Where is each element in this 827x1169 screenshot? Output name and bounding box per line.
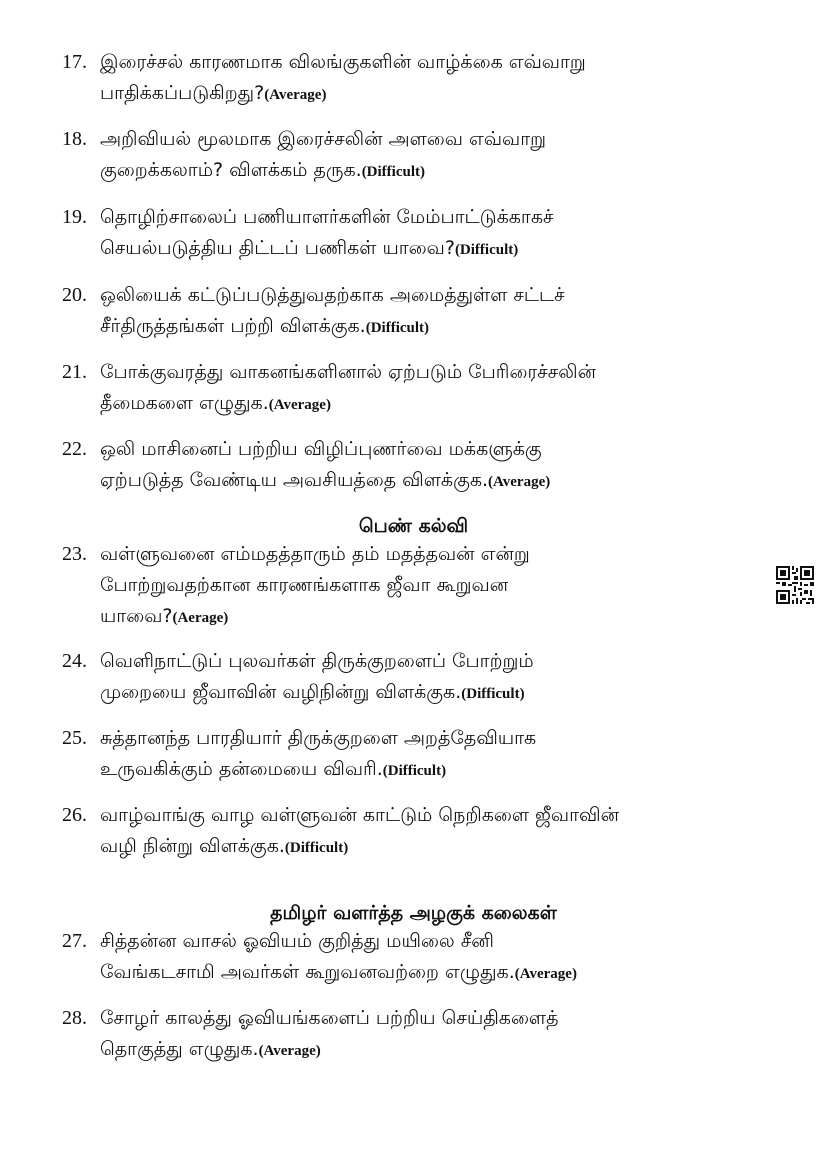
question-number: 18. bbox=[62, 128, 87, 150]
question-18 bbox=[62, 124, 767, 188]
question-number: 26. bbox=[62, 804, 87, 826]
question-28 bbox=[62, 1003, 767, 1067]
question-text-line: தீமைகளை எழுதுக.(Average) bbox=[100, 392, 331, 414]
question-24 bbox=[62, 646, 767, 710]
question-21 bbox=[62, 357, 767, 421]
difficulty-tag: (Difficult) bbox=[454, 242, 519, 258]
question-text-line: செயல்படுத்திய திட்டப் பணிகள் யாவை?(Difficult) bbox=[100, 237, 519, 259]
question-text-line: ஏற்படுத்த வேண்டிய அவசியத்தை விளக்குக.(Average) bbox=[100, 469, 551, 491]
question-20 bbox=[62, 280, 767, 344]
difficulty-tag: (Average) bbox=[264, 87, 327, 103]
difficulty-tag: (Aerage) bbox=[172, 610, 229, 626]
question-27 bbox=[62, 926, 767, 990]
question-17 bbox=[62, 47, 767, 111]
difficulty-tag: (Difficult) bbox=[461, 686, 525, 702]
question-text-line: வாழ்வாங்கு வாழ வள்ளுவன் காட்டும் நெறிகளை ஜீவாவின் bbox=[100, 804, 620, 826]
difficulty-tag: (Average) bbox=[258, 1043, 321, 1059]
question-number: 23. bbox=[62, 543, 87, 565]
question-25 bbox=[62, 723, 767, 787]
question-text-line: ஒலியைக் கட்டுப்படுத்துவதற்காக அமைத்துள்ள சட்டச் bbox=[100, 284, 565, 306]
question-number: 19. bbox=[62, 206, 87, 228]
section-heading: தமிழர் வளர்த்த அழகுக் கலைகள் bbox=[270, 902, 557, 924]
question-text-line: ஒலி மாசினைப் பற்றிய விழிப்புணர்வை மக்களுக்கு bbox=[100, 438, 542, 460]
question-text-line: முறையை ஜீவாவின் வழிநின்று விளக்குக.(Difficult) bbox=[100, 681, 525, 703]
question-number: 21. bbox=[62, 361, 87, 383]
question-26 bbox=[62, 800, 767, 864]
question-22 bbox=[62, 434, 767, 498]
difficulty-tag: (Difficult) bbox=[361, 164, 425, 180]
question-text-line: வெளிநாட்டுப் புலவர்கள் திருக்குறளைப் போற்றும் bbox=[100, 650, 534, 672]
difficulty-tag: (Difficult) bbox=[284, 840, 349, 856]
question-number: 22. bbox=[62, 438, 87, 460]
question-text-line: சுத்தானந்த பாரதியார் திருக்குறளை அறத்தேவியாக bbox=[100, 727, 537, 749]
question-text-line: யாவை?(Aerage) bbox=[100, 605, 229, 627]
question-number: 28. bbox=[62, 1007, 87, 1029]
question-number: 17. bbox=[62, 51, 87, 73]
difficulty-tag: (Difficult) bbox=[365, 320, 430, 336]
question-number: 25. bbox=[62, 727, 87, 749]
question-number: 27. bbox=[62, 930, 87, 952]
question-text-line: வள்ளுவனை எம்மதத்தாரும் தம் மதத்தவன் என்று bbox=[100, 543, 530, 565]
question-text-line: போக்குவரத்து வாகனங்களினால் ஏற்படும் பேரிரைச்சலின் bbox=[100, 361, 597, 383]
question-text-line: இரைச்சல் காரணமாக விலங்குகளின் வாழ்க்கை எவ்வாறு bbox=[100, 51, 586, 73]
qr-code-icon bbox=[776, 566, 814, 604]
question-text-line: அறிவியல் மூலமாக இரைச்சலின் அளவை எவ்வாறு bbox=[100, 128, 546, 150]
question-text-line: தொழிற்சாலைப் பணியாளர்களின் மேம்பாட்டுக்காகச் bbox=[100, 206, 554, 228]
question-text-line: குறைக்கலாம்? விளக்கம் தருக.(Difficult) bbox=[100, 159, 425, 181]
difficulty-tag: (Average) bbox=[488, 474, 551, 490]
difficulty-tag: (Difficult) bbox=[382, 763, 447, 779]
question-text-line: போற்றுவதற்கான காரணங்களாக ஜீவா கூறுவன bbox=[100, 574, 509, 596]
question-text-line: பாதிக்கப்படுகிறது?(Average) bbox=[100, 82, 327, 104]
question-text-line: சித்தன்ன வாசல் ஓவியம் குறித்து மயிலை சீனி bbox=[100, 930, 494, 952]
question-19 bbox=[62, 202, 767, 266]
question-text-line: உருவகிக்கும் தன்மையை விவரி.(Difficult) bbox=[100, 758, 447, 780]
question-text-line: வழி நின்று விளக்குக.(Difficult) bbox=[100, 835, 349, 857]
question-text-line: சோழர் காலத்து ஓவியங்களைப் பற்றிய செய்திகளைத் bbox=[100, 1007, 559, 1029]
question-text-line: வேங்கடசாமி அவர்கள் கூறுவனவற்றை எழுதுக.(Average) bbox=[100, 961, 577, 983]
question-number: 20. bbox=[62, 284, 87, 306]
difficulty-tag: (Average) bbox=[514, 966, 577, 982]
question-number: 24. bbox=[62, 650, 87, 672]
difficulty-tag: (Average) bbox=[268, 397, 331, 413]
question-text-line: தொகுத்து எழுதுக.(Average) bbox=[100, 1038, 321, 1060]
question-text-line: சீர்திருத்தங்கள் பற்றி விளக்குக.(Difficult) bbox=[100, 315, 430, 337]
section-heading: பெண் கல்வி bbox=[358, 515, 469, 537]
question-23 bbox=[62, 539, 767, 634]
